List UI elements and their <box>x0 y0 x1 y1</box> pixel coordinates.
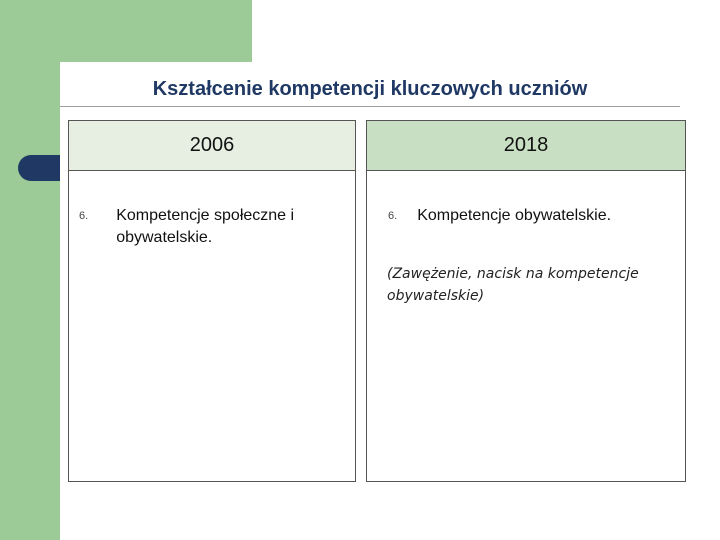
slide-title: Kształcenie kompetencji kluczowych uczniów <box>152 78 588 100</box>
column-2018 <box>366 120 686 482</box>
list-item <box>388 205 678 227</box>
decorative-green-band-left <box>0 0 60 540</box>
column-note: (Zawężenie, nacisk na kompetencje obywatelskie) <box>387 266 639 304</box>
list-marker: 6. <box>79 210 89 222</box>
column-header-2018: 2018 <box>367 121 685 171</box>
list-item-text: Kompetencje obywatelskie. <box>417 207 612 224</box>
column-header-2006: 2006 <box>69 121 355 171</box>
title-divider <box>60 106 680 107</box>
column-2006 <box>68 120 356 482</box>
list-item-text: Kompetencje społeczne i obywatelskie. <box>116 207 295 246</box>
list-marker: 6. <box>388 210 398 222</box>
list-item <box>79 205 347 249</box>
